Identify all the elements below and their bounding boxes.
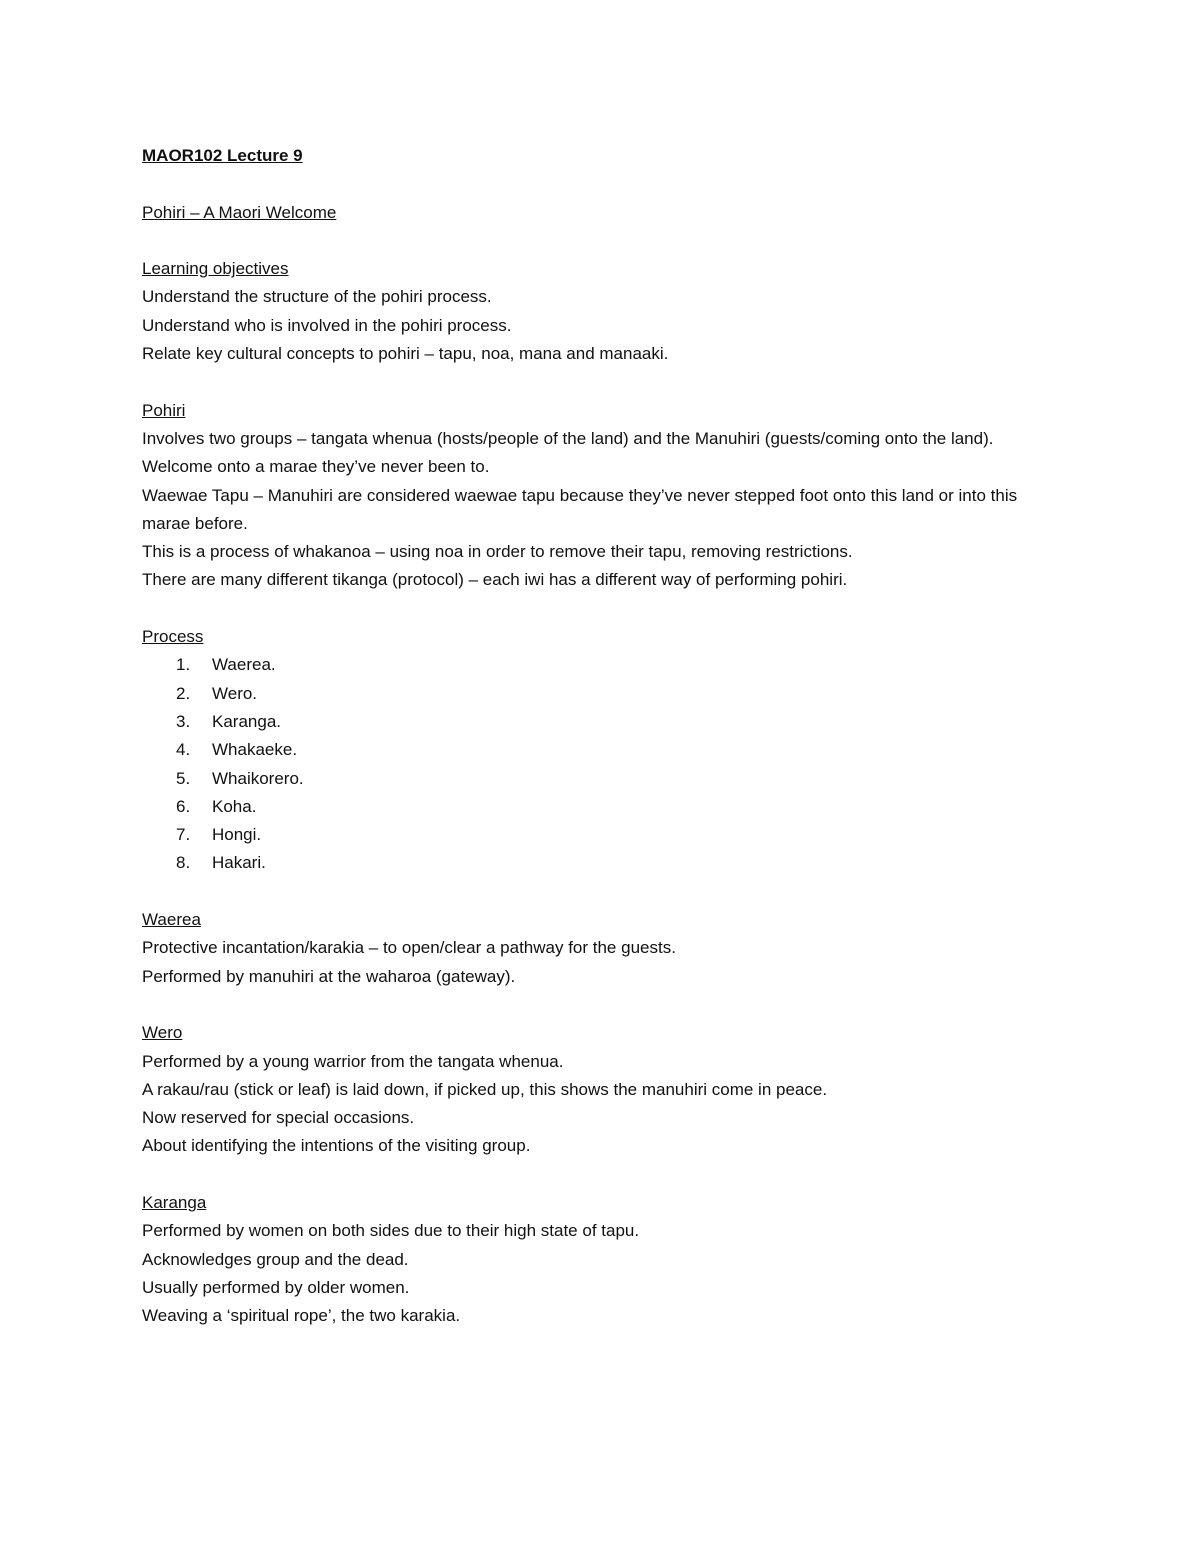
process-item-number: 6. bbox=[176, 796, 191, 816]
karanga-line: Weaving a ‘spiritual rope’, the two karakia. bbox=[142, 1306, 461, 1326]
process-item-number: 4. bbox=[176, 740, 191, 760]
process-item bbox=[176, 849, 1062, 877]
pohiri-line: Involves two groups – tangata whenua (hosts/people of the land) and the Manuhiri (guests/coming onto the land). bbox=[142, 428, 994, 448]
process-item bbox=[176, 765, 1062, 793]
document-title: MAOR102 Lecture 9 bbox=[142, 146, 303, 165]
waerea-line: Protective incantation/karakia – to open/clear a pathway for the guests. bbox=[142, 938, 676, 958]
waerea-heading: Waerea bbox=[142, 910, 201, 930]
process-item-text: Hakari. bbox=[212, 853, 266, 873]
karanga-line: Performed by women on both sides due to their high state of tapu. bbox=[142, 1221, 640, 1241]
pohiri-line: This is a process of whakanoa – using noa in order to remove their tapu, removing restrictions. bbox=[142, 542, 853, 562]
process-item-text: Whaikorero. bbox=[212, 768, 304, 788]
pohiri-line: There are many different tikanga (protocol) – each iwi has a different way of performing pohiri. bbox=[142, 570, 848, 590]
process-item-number: 1. bbox=[176, 655, 191, 675]
process-item-text: Karanga. bbox=[212, 711, 281, 731]
spacer bbox=[142, 991, 1062, 1019]
process-list bbox=[142, 651, 1062, 877]
process-item-text: Waerea. bbox=[212, 655, 276, 675]
pohiri-heading: Pohiri bbox=[142, 400, 186, 420]
karanga-heading: Karanga bbox=[142, 1192, 207, 1212]
wero-heading: Wero bbox=[142, 1023, 183, 1043]
spacer bbox=[142, 170, 1062, 198]
process-item bbox=[176, 708, 1062, 736]
process-item bbox=[176, 651, 1062, 679]
spacer bbox=[142, 1161, 1062, 1189]
process-item-number: 7. bbox=[176, 825, 191, 845]
spacer bbox=[142, 227, 1062, 255]
process-item bbox=[176, 821, 1062, 849]
document-subtitle: Pohiri – A Maori Welcome bbox=[142, 202, 337, 222]
process-item-text: Koha. bbox=[212, 796, 257, 816]
document-page bbox=[142, 142, 1062, 1330]
process-item-number: 3. bbox=[176, 711, 191, 731]
objective-line: Relate key cultural concepts to pohiri – tapu, noa, mana and manaaki. bbox=[142, 344, 669, 364]
objectives-heading: Learning objectives bbox=[142, 259, 289, 279]
pohiri-line: Waewae Tapu – Manuhiri are considered waewae tapu because they’ve never stepped foot onto this land or into this marae before. bbox=[142, 485, 1018, 533]
wero-line: A rakau/rau (stick or leaf) is laid down, if picked up, this shows the manuhiri come in peace. bbox=[142, 1079, 828, 1099]
spacer bbox=[142, 878, 1062, 906]
process-item bbox=[176, 680, 1062, 708]
objective-line: Understand who is involved in the pohiri process. bbox=[142, 315, 512, 335]
process-item-number: 2. bbox=[176, 683, 191, 703]
process-item-text: Wero. bbox=[212, 683, 258, 703]
karanga-line: Usually performed by older women. bbox=[142, 1277, 410, 1297]
process-item-number: 5. bbox=[176, 768, 191, 788]
wero-line: Now reserved for special occasions. bbox=[142, 1108, 415, 1128]
spacer bbox=[142, 368, 1062, 396]
process-item-text: Whakaeke. bbox=[212, 740, 298, 760]
process-item-number: 8. bbox=[176, 853, 191, 873]
process-item bbox=[176, 736, 1062, 764]
karanga-line: Acknowledges group and the dead. bbox=[142, 1249, 409, 1269]
pohiri-line: Welcome onto a marae they’ve never been to. bbox=[142, 457, 490, 477]
objective-line: Understand the structure of the pohiri process. bbox=[142, 287, 492, 307]
wero-line: Performed by a young warrior from the tangata whenua. bbox=[142, 1051, 564, 1071]
spacer bbox=[142, 595, 1062, 623]
process-heading: Process bbox=[142, 627, 204, 647]
process-item bbox=[176, 793, 1062, 821]
waerea-line: Performed by manuhiri at the waharoa (gateway). bbox=[142, 966, 516, 986]
process-item-text: Hongi. bbox=[212, 825, 262, 845]
wero-line: About identifying the intentions of the visiting group. bbox=[142, 1136, 531, 1156]
